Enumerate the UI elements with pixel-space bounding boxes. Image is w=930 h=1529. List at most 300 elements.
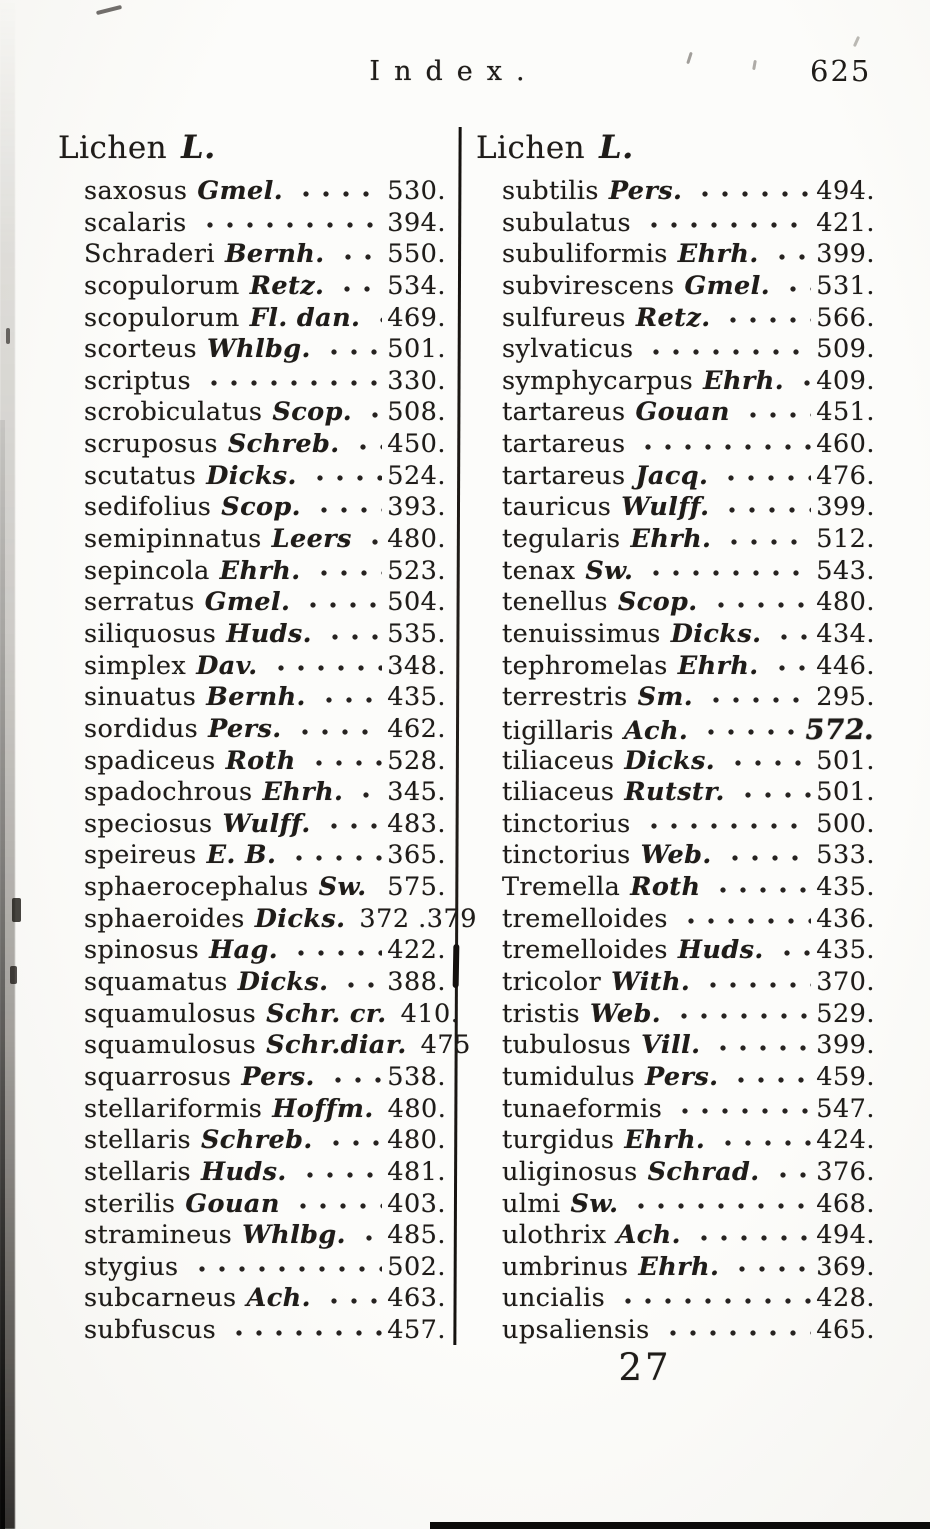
index-entry <box>84 998 460 1031</box>
page-ref: 485. <box>387 1220 446 1251</box>
dot-leader <box>297 590 382 616</box>
index-entry <box>84 1252 446 1284</box>
index-entry <box>502 303 875 335</box>
authority-abbrev: Ehrh. <box>677 650 759 681</box>
page-ref: 508. <box>387 397 446 428</box>
index-entry <box>502 904 875 936</box>
dot-leader <box>688 1223 811 1249</box>
index-entry <box>84 872 446 904</box>
species-name: squamulosus <box>84 998 257 1029</box>
page-ref: 476. <box>816 460 875 491</box>
dot-leader <box>640 337 811 363</box>
dot-leader <box>712 1128 811 1154</box>
dot-leader <box>657 1318 812 1344</box>
species-name: tristis <box>502 998 580 1029</box>
species-name: scalaris <box>84 207 187 238</box>
page-ref: 535. <box>387 618 446 649</box>
page-ref: 524. <box>387 460 446 491</box>
dot-leader <box>186 1255 383 1281</box>
index-entry <box>84 239 446 271</box>
page-ref: 533. <box>816 840 875 871</box>
scan-speck <box>96 5 122 15</box>
dot-leader <box>737 401 811 427</box>
column-heading <box>476 128 875 174</box>
species-name: ulothrix <box>502 1220 607 1251</box>
authority-abbrev: Dicks. <box>624 745 716 776</box>
index-entry <box>502 1315 875 1347</box>
dot-leader <box>777 274 811 300</box>
species-name: scriptus <box>84 365 191 396</box>
page-ref: 475 <box>420 1030 471 1061</box>
page-ref: 543. <box>816 555 875 586</box>
species-name: tumidulus <box>502 1061 636 1092</box>
index-entry <box>502 1189 875 1221</box>
index-entry <box>84 1157 446 1189</box>
dot-leader <box>332 242 383 268</box>
dot-leader <box>767 1160 812 1186</box>
species-name: tenuissimus <box>502 618 661 649</box>
authority-abbrev: Ehrh. <box>262 777 344 808</box>
dot-leader <box>381 1097 383 1123</box>
index-entry <box>84 619 446 651</box>
dot-leader <box>414 1033 416 1059</box>
dot-leader <box>285 938 382 964</box>
page-ref: 481. <box>387 1156 446 1187</box>
authority-abbrev: Roth <box>225 745 296 776</box>
dot-leader <box>319 622 382 648</box>
page-ref: 575. <box>387 872 446 903</box>
column-divider <box>453 127 461 1345</box>
index-entry <box>84 682 446 714</box>
authority-abbrev: Ach. <box>623 715 689 746</box>
index-entry <box>84 1220 446 1252</box>
species-name: sordidus <box>84 713 199 744</box>
page-ref: 463. <box>387 1283 446 1314</box>
page-ref: 409. <box>816 365 875 396</box>
page-ref: 388. <box>387 967 446 998</box>
dot-leader <box>697 970 811 996</box>
authority-abbrev: Gouan <box>185 1188 280 1219</box>
index-entry <box>502 239 875 271</box>
page-ref: 451. <box>816 397 875 428</box>
page-ref: 459. <box>816 1061 875 1092</box>
authority-abbrev: Ach. <box>246 1283 311 1314</box>
species-name: ulmi <box>502 1188 561 1219</box>
index-entry <box>502 271 875 303</box>
authority-abbrev: Jacq. <box>635 460 709 491</box>
page-ref: 421. <box>816 207 875 238</box>
dot-leader <box>347 432 383 458</box>
species-name: scutatus <box>84 460 197 491</box>
index-entry <box>502 1094 875 1126</box>
page-ref: 501. <box>387 334 446 365</box>
authority-abbrev: Schreb. <box>227 429 340 460</box>
dot-leader <box>374 875 383 901</box>
index-entry <box>84 1030 471 1062</box>
page-ref: 462. <box>387 713 446 744</box>
species-name: tartareus <box>502 429 626 460</box>
authority-abbrev: Dav. <box>196 650 258 681</box>
species-name: scopulorum <box>84 270 240 301</box>
species-name: stellaris <box>84 1156 191 1187</box>
authority-abbrev: Whlbg. <box>242 1220 346 1251</box>
authority-abbrev: Dicks. <box>206 460 297 491</box>
page-ref: 483. <box>387 808 446 839</box>
authority-abbrev: Schrad. <box>647 1156 760 1187</box>
species-name: stellaris <box>84 1125 191 1156</box>
index-entry <box>84 1283 446 1315</box>
dot-leader <box>308 495 382 521</box>
species-name: tenax <box>502 555 576 586</box>
species-name: tephromelas <box>502 650 668 681</box>
page-ref: 403. <box>387 1188 446 1219</box>
column-heading <box>58 128 446 174</box>
species-name: saxosus <box>84 176 188 206</box>
dot-leader <box>768 622 811 648</box>
dot-leader <box>320 1128 383 1154</box>
index-column-left <box>58 128 477 1347</box>
dot-leader <box>194 211 383 237</box>
authority-abbrev: Schr.diar. <box>266 1030 407 1061</box>
authority-abbrev: Retz. <box>635 302 711 333</box>
page-ref: 538. <box>387 1061 446 1092</box>
species-name: tinctorius <box>502 840 631 871</box>
index-entry <box>84 556 446 588</box>
authority-abbrev: Scop. <box>272 397 353 428</box>
index-entry <box>502 334 875 366</box>
authority-abbrev: Schr. cr. <box>266 998 387 1029</box>
authority-abbrev: Ehrh. <box>677 239 759 270</box>
scan-speck <box>6 328 10 344</box>
species-name: tiliaceus <box>502 777 615 808</box>
page-header-title: Index. <box>369 56 539 87</box>
index-entry <box>84 809 446 841</box>
species-name: sphaeroides <box>84 903 245 934</box>
species-name: subtilis <box>502 176 599 206</box>
scan-speck <box>853 36 860 47</box>
species-name: umbrinus <box>502 1251 629 1282</box>
page-ref: 435. <box>816 872 875 903</box>
species-name: squarrosus <box>84 1061 232 1092</box>
species-name: subulatus <box>502 207 631 238</box>
species-name: stramineus <box>84 1220 233 1251</box>
species-name: symphycarpus <box>502 365 694 396</box>
column-heading-genus: Lichen <box>58 130 168 166</box>
authority-abbrev: Retz. <box>249 270 325 301</box>
species-name: tiliaceus <box>502 745 615 776</box>
gutter-shadow-core <box>0 420 5 1529</box>
index-entry <box>84 1094 446 1126</box>
index-entry <box>502 999 875 1031</box>
dot-leader <box>638 211 811 237</box>
authority-abbrev: Web. <box>589 998 662 1029</box>
page-ref: 501. <box>816 745 875 776</box>
species-name: subcarneus <box>84 1283 237 1314</box>
authority-abbrev: Ehrh. <box>703 365 784 396</box>
dot-leader <box>352 907 354 933</box>
dot-leader <box>223 1318 382 1344</box>
column-divider-blob <box>453 944 460 988</box>
dot-leader <box>695 717 800 743</box>
page-ref: 534. <box>387 270 446 301</box>
entry-list <box>476 176 878 1347</box>
authority-abbrev: Pers. <box>208 713 282 744</box>
page-ref: 480. <box>387 1125 446 1156</box>
page-ref: 399. <box>816 239 875 270</box>
index-entry <box>84 176 446 208</box>
authority-abbrev: Huds. <box>226 618 312 649</box>
bottom-scan-bar <box>430 1522 930 1529</box>
dot-leader <box>732 780 811 806</box>
dot-leader <box>367 306 382 332</box>
species-name: tricolor <box>502 967 602 998</box>
species-name: scopulorum <box>84 302 240 333</box>
authority-abbrev: Ach. <box>616 1220 681 1251</box>
page-ref: 435. <box>816 935 875 966</box>
index-entry <box>502 935 875 967</box>
page-ref: 468. <box>816 1188 875 1219</box>
page-ref: 480. <box>816 587 875 618</box>
authority-abbrev: Gmel. <box>684 270 771 301</box>
page-ref: 295. <box>816 682 875 713</box>
index-entry <box>84 1062 446 1094</box>
page-ref: 529. <box>816 998 875 1029</box>
dot-leader <box>308 559 383 585</box>
authority-abbrev: Sw. <box>318 872 367 903</box>
dot-leader <box>718 527 811 553</box>
dot-leader <box>359 527 382 553</box>
dot-leader <box>304 464 382 490</box>
species-name: semipinnatus <box>84 524 262 555</box>
species-name: sepincola <box>84 555 210 586</box>
index-entry <box>502 397 875 429</box>
dot-leader <box>313 685 382 711</box>
authority-abbrev: Ehrh. <box>630 524 712 555</box>
authority-abbrev: Pers. <box>241 1061 315 1092</box>
dot-leader <box>707 1033 811 1059</box>
dot-leader <box>287 1192 382 1218</box>
page-ref: 528. <box>387 745 446 776</box>
dot-leader <box>359 401 382 427</box>
species-name: subvirescens <box>502 270 675 301</box>
dot-leader <box>318 337 382 363</box>
page-ref: 512. <box>816 524 875 555</box>
index-entry <box>502 587 875 619</box>
species-name: uliginosus <box>502 1156 638 1187</box>
page-ref: 435. <box>387 682 446 713</box>
authority-abbrev: Wulff. <box>222 808 311 839</box>
index-entry <box>502 1030 875 1062</box>
species-name: sterilis <box>84 1188 176 1219</box>
page-ref: 434. <box>816 618 875 649</box>
dot-leader <box>726 1255 811 1281</box>
authority-abbrev: Ehrh. <box>624 1125 706 1156</box>
page-ref: 393. <box>387 492 446 523</box>
index-entry <box>502 777 875 809</box>
index-entry <box>502 1283 875 1315</box>
dot-leader <box>350 780 382 806</box>
index-entry <box>502 967 875 999</box>
species-name: squamatus <box>84 967 228 998</box>
dot-leader <box>705 590 812 616</box>
authority-abbrev: Gmel. <box>197 176 283 206</box>
authority-abbrev: Rutstr. <box>624 777 725 808</box>
scan-speck <box>12 898 21 922</box>
entry-list <box>58 176 477 1347</box>
page-ref: 422. <box>387 935 446 966</box>
authority-abbrev: Bernh. <box>206 682 306 713</box>
authority-abbrev: Sm. <box>637 682 694 713</box>
index-entry <box>84 746 446 778</box>
index-entry <box>502 1157 875 1189</box>
dot-leader <box>353 1223 382 1249</box>
page-ref: 501. <box>816 777 875 808</box>
page-ref: 410. <box>400 998 460 1029</box>
index-column-right <box>476 128 878 1347</box>
authority-abbrev: Gouan <box>635 397 730 428</box>
index-entry <box>502 492 875 524</box>
species-name: squamulosus <box>84 1030 257 1061</box>
index-entry <box>502 429 875 461</box>
dot-leader <box>719 844 812 870</box>
authority-abbrev: Pers. <box>645 1061 719 1092</box>
index-entry <box>502 1062 875 1094</box>
species-name: serratus <box>84 587 195 618</box>
index-entry <box>502 208 875 240</box>
species-name: tunaeformis <box>502 1093 663 1124</box>
page-ref: 460. <box>816 429 875 460</box>
authority-abbrev: E. B. <box>206 840 277 871</box>
index-entry <box>84 935 446 967</box>
dot-leader <box>766 242 812 268</box>
index-entry <box>502 809 875 841</box>
index-entry <box>502 746 875 778</box>
page-ref: 424. <box>816 1125 875 1156</box>
index-entry <box>502 1125 875 1157</box>
species-name: terrestris <box>502 682 628 713</box>
index-entry <box>84 208 446 240</box>
page-ref: 566. <box>816 302 875 333</box>
page-ref: 345. <box>387 777 446 808</box>
authority-abbrev: Sw. <box>585 555 634 586</box>
dot-leader <box>632 432 811 458</box>
authority-abbrev: Ehrh. <box>219 555 301 586</box>
dot-leader <box>198 369 382 395</box>
species-name: tremelloides <box>502 935 668 966</box>
dot-leader <box>335 970 382 996</box>
index-entry <box>502 619 875 651</box>
species-name: uncialis <box>502 1283 606 1314</box>
authority-abbrev: Schreb. <box>200 1125 313 1156</box>
authority-abbrev: Scop. <box>617 587 698 618</box>
page-ref: 502. <box>387 1251 446 1282</box>
species-name: tenellus <box>502 587 608 618</box>
dot-leader <box>294 1160 383 1186</box>
authority-abbrev: Dicks. <box>237 967 329 998</box>
species-name: tegularis <box>502 524 621 555</box>
page-ref: 399. <box>816 1030 875 1061</box>
species-name: tubulosus <box>502 1030 632 1061</box>
index-entry <box>84 840 446 872</box>
authority-abbrev: Leers <box>271 524 352 555</box>
index-entry <box>502 840 875 872</box>
index-entry <box>502 1220 875 1252</box>
index-entry <box>502 682 875 714</box>
index-entry <box>502 712 878 746</box>
dot-leader <box>322 1065 382 1091</box>
species-name: tigillaris <box>502 715 614 746</box>
authority-abbrev: Roth <box>630 872 701 903</box>
dot-leader <box>612 1286 811 1312</box>
dot-leader <box>394 1002 396 1028</box>
index-entry <box>84 967 446 999</box>
page-ref: 531. <box>816 270 875 301</box>
index-entry <box>84 903 477 936</box>
authority-abbrev: Huds. <box>677 935 764 966</box>
page-ref: 523. <box>387 555 446 586</box>
index-entry <box>84 651 446 683</box>
page-ref: 446. <box>816 650 875 681</box>
index-entry <box>502 872 875 904</box>
page-number: 625 <box>810 54 872 88</box>
species-name: sylvaticus <box>502 334 634 365</box>
page-ref: 428. <box>816 1283 875 1314</box>
authority-abbrev: Wulff. <box>621 492 710 523</box>
species-name: tartareus <box>502 460 626 491</box>
species-name: tauricus <box>502 492 612 523</box>
index-entry <box>502 176 875 208</box>
page-ref: 509. <box>816 334 875 365</box>
authority-abbrev: Web. <box>640 840 712 871</box>
page-ref: 436. <box>816 903 875 934</box>
dot-leader <box>722 749 811 775</box>
authority-abbrev: Dicks. <box>254 903 346 934</box>
page-ref: 530. <box>387 176 446 206</box>
index-entry <box>84 777 446 809</box>
authority-abbrev: Scop. <box>221 492 301 523</box>
dot-leader <box>700 685 811 711</box>
species-name: simplex <box>84 650 187 681</box>
index-entry <box>502 556 875 588</box>
index-entry <box>502 651 875 683</box>
species-name: scorteus <box>84 334 197 365</box>
index-entry <box>84 524 446 556</box>
signature-mark: 27 <box>618 1346 672 1389</box>
species-name: turgidus <box>502 1125 615 1156</box>
index-entry <box>84 429 446 461</box>
page-ref: 399. <box>816 492 875 523</box>
dot-leader <box>331 274 382 300</box>
species-name: siliquosus <box>84 618 217 649</box>
species-name: stygius <box>84 1251 179 1282</box>
page-ref: 480. <box>387 524 446 555</box>
species-name: spadiceus <box>84 745 216 776</box>
index-entry <box>502 366 875 398</box>
page-ref: 494. <box>816 176 875 206</box>
index-entry <box>502 524 875 556</box>
page-ref: 370. <box>816 967 875 998</box>
species-name: scruposus <box>84 429 218 460</box>
page-ref: 500. <box>816 808 875 839</box>
species-name: subuliformis <box>502 239 668 270</box>
dot-leader <box>318 812 383 838</box>
index-entry <box>84 714 446 746</box>
species-name: sphaerocephalus <box>84 872 309 903</box>
authority-abbrev: Fl. dan. <box>249 302 361 333</box>
page-ref: 376. <box>816 1156 875 1187</box>
authority-abbrev: Huds. <box>200 1156 287 1187</box>
column-heading-genus: Lichen <box>476 130 586 166</box>
